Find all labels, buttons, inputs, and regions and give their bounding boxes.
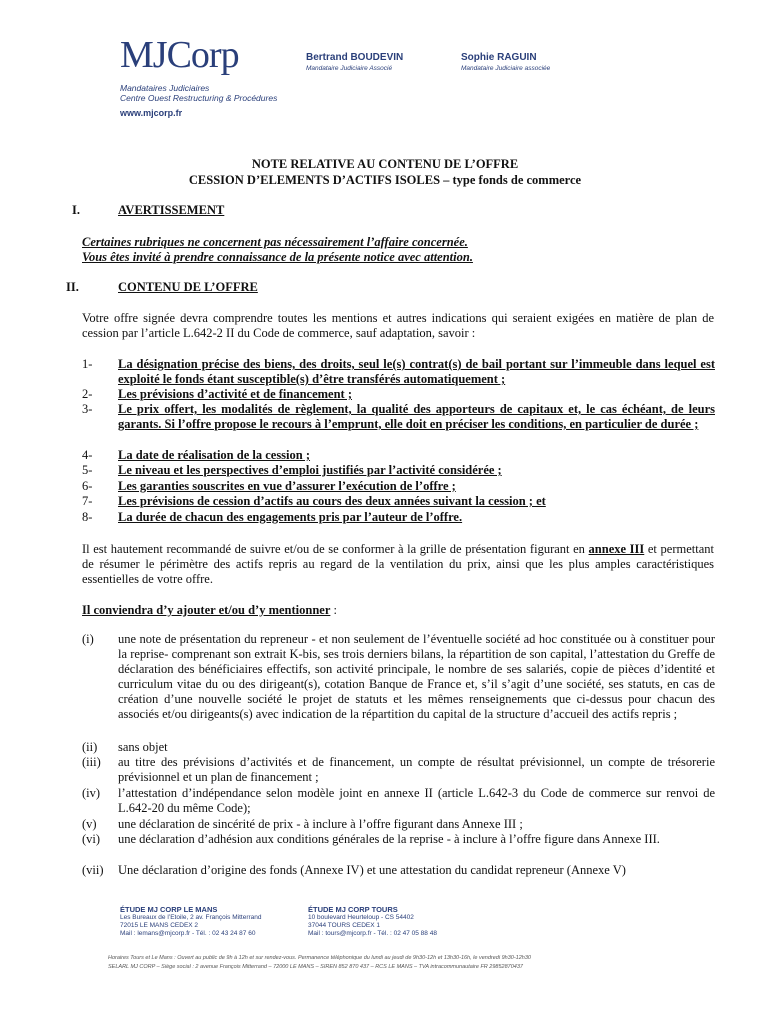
list-item: Le prix offert, les modalités de règlement, la qualité des apporteurs de capitaux et, le cas échéant, de leurs garants. Si l’offre propose le recours à l’emprunt, elle doit en préciser les conditions, en particulier de durée ; xyxy=(118,402,715,431)
company-logo: MJCorp xyxy=(120,34,239,76)
partner-2-role: Mandataire Judiciaire associée xyxy=(461,65,551,72)
list-item-number: 4- xyxy=(82,448,93,462)
office-le-mans-title: ÉTUDE MJ CORP LE MANS xyxy=(120,905,218,914)
logo-tagline-1: Mandataires Judiciaires xyxy=(120,83,210,93)
logo-tagline-2: Centre Ouest Restructuring & Procédures xyxy=(120,93,278,103)
list-item: Les prévisions de cession d’actifs au cours des deux années suivant la cession ; et xyxy=(118,494,546,508)
office-le-mans xyxy=(120,906,300,938)
roman-item-number: (vii) xyxy=(82,863,104,877)
roman-item-number: (i) xyxy=(82,632,94,646)
roman-list-item: sans objet xyxy=(118,740,168,754)
section-2-heading: CONTENU DE L’OFFRE xyxy=(118,280,258,294)
document-title-line1: NOTE RELATIVE AU CONTENU DE L’OFFRE xyxy=(251,157,519,171)
office-tours-title: ÉTUDE MJ CORP TOURS xyxy=(308,905,398,914)
partner-1-role: Mandataire Judiciaire Associé xyxy=(306,65,393,72)
list-item-number: 1- xyxy=(82,357,93,371)
office-tours-contact: Mail : tours@mjcorp.fr - Tél. : 02 47 05 88 48 xyxy=(308,930,437,937)
list-item: La durée de chacun des engagements pris par l’auteur de l’offre. xyxy=(118,510,463,524)
additions-heading-colon: : xyxy=(330,603,337,617)
list-item: Les garanties souscrites en vue d’assurer l’exécution de l’offre ; xyxy=(118,479,456,493)
section-1-number: I. xyxy=(72,203,80,217)
roman-item-number: (vi) xyxy=(82,832,101,846)
recommendation-text-end: et permettant de résumer le périmètre des actifs repris au regard de la ventilation du prix, ainsi que les plus amples caractéristiques essentielles de votre offre. xyxy=(82,542,714,586)
list-item: La désignation précise des biens, des droits, seul le(s) contrat(s) de bail portant sur l’immeuble dans lequel est exploité le fonds étant susceptible(s) d’être transférés automatiquement ; xyxy=(118,357,715,386)
office-le-mans-city: 72015 LE MANS CEDEX 2 xyxy=(120,922,199,929)
roman-list-item: une déclaration de sincérité de prix - à inclure à l’offre figurant dans Annexe III ; xyxy=(118,817,523,831)
list-item: La date de réalisation de la cession ; xyxy=(118,448,311,462)
warning-line-2: Vous êtes invité à prendre connaissance de la présente notice avec attention. xyxy=(82,250,473,264)
additions-heading xyxy=(82,603,337,618)
roman-item-number: (iii) xyxy=(82,755,101,769)
additions-heading-text: Il conviendra d’y ajouter et/ou d’y mentionner xyxy=(82,603,331,617)
document-title-line2: CESSION D’ELEMENTS D’ACTIFS ISOLES – type fonds de commerce xyxy=(188,173,582,187)
annex-iii-reference: annexe III xyxy=(588,542,645,556)
office-tours-city: 37044 TOURS CEDEX 1 xyxy=(308,922,381,929)
warning-line-1: Certaines rubriques ne concernent pas nécessairement l’affaire concernée. xyxy=(82,235,468,249)
list-item-number: 3- xyxy=(82,402,93,416)
recommendation-paragraph xyxy=(82,542,714,587)
list-item-number: 5- xyxy=(82,463,93,477)
office-tours xyxy=(308,906,488,938)
office-le-mans-address: Les Bureaux de l’Etoile, 2 av. François Mitterrand xyxy=(120,914,262,921)
roman-list-item: Une déclaration d’origine des fonds (Annexe IV) et une attestation du candidat repreneur (Annexe V) xyxy=(118,863,626,877)
partner-1-name: Bertrand BOUDEVIN xyxy=(306,52,404,63)
list-item-number: 8- xyxy=(82,510,93,524)
list-item: Le niveau et les perspectives d’emploi justifiés par l’activité considérée ; xyxy=(118,463,502,477)
list-item: Les prévisions d’activité et de financement ; xyxy=(118,387,352,401)
legal-mentions: SELARL MJ CORP – Siège social : 2 avenue François Mitterrand – 72000 LE MANS – SIREN 852 870 437 – RCS LE MANS – TVA intracommunautaire FR 29852870437 xyxy=(108,964,523,970)
roman-item-number: (ii) xyxy=(82,740,98,754)
list-item-number: 2- xyxy=(82,387,93,401)
partner-1 xyxy=(306,52,403,73)
website-link[interactable]: www.mjcorp.fr xyxy=(120,108,183,118)
roman-item-number: (v) xyxy=(82,817,97,831)
roman-list-item: une déclaration d’adhésion aux conditions générales de la reprise - à inclure à l’offre figure dans Annexe III. xyxy=(118,832,660,846)
roman-item-number: (iv) xyxy=(82,786,101,800)
letterhead xyxy=(0,0,770,130)
offer-intro-paragraph: Votre offre signée devra comprendre toutes les mentions et autres indications qui seraient exigées en matière de plan de cession par l’article L.642-2 II du Code de commerce, sauf adaptation, savoir : xyxy=(82,311,714,340)
roman-list-item: l’attestation d’indépendance selon modèle joint en annexe II (article L.642-3 du Code de commerce sur renvoi de L.642-20 du même Code); xyxy=(118,786,715,815)
list-item-number: 7- xyxy=(82,494,93,508)
roman-list-item: une note de présentation du repreneur - et non seulement de l’éventuelle société ad hoc constituée ou à constituer pour la reprise- comprenant son extrait K-bis, ses trois derniers bilans, la répartition de son capital, l’attestation du Greffe de déclaration des bénéficiaires effectifs, son activité principale, le nombre de ses salariés, copie de pièces d’identité et curriculum vitae du ou des dirigeant(s), cotation Banque de France et, s’il s’agit d’une société, ses statuts, en cas de création d’une nouvelle société le projet de statuts et les mêmes renseignements que ci-dessus pour chacun des associés et/ou dirigeants(s) avec indication de la répartition du capital de la structure d’accueil des actifs repris ; xyxy=(118,632,715,721)
partner-2-name: Sophie RAGUIN xyxy=(461,52,537,63)
office-le-mans-contact: Mail : lemans@mjcorp.fr - Tél. : 02 43 24 87 60 xyxy=(120,930,256,937)
partner-2 xyxy=(461,52,550,73)
office-tours-address: 10 boulevard Heurteloup - CS 54402 xyxy=(308,914,414,921)
list-item-number: 6- xyxy=(82,479,93,493)
section-2-number: II. xyxy=(66,280,79,294)
section-1-heading: AVERTISSEMENT xyxy=(118,203,225,217)
roman-list-item: au titre des prévisions d’activités et de financement, un compte de résultat prévisionnel, un compte de trésorerie prévisionnel et un plan de financement ; xyxy=(118,755,715,784)
recommendation-text-start: Il est hautement recommandé de suivre et/ou de se conformer à la grille de présentation figurant en xyxy=(82,542,589,556)
office-hours-note: Horaires Tours et Le Mans : Ouvert au public de 9h à 12h et sur rendez-vous. Permanence téléphonique du lundi au jeudi de 9h30-12h et 13h30-16h, le vendredi 9h30-12h30 xyxy=(108,955,531,961)
